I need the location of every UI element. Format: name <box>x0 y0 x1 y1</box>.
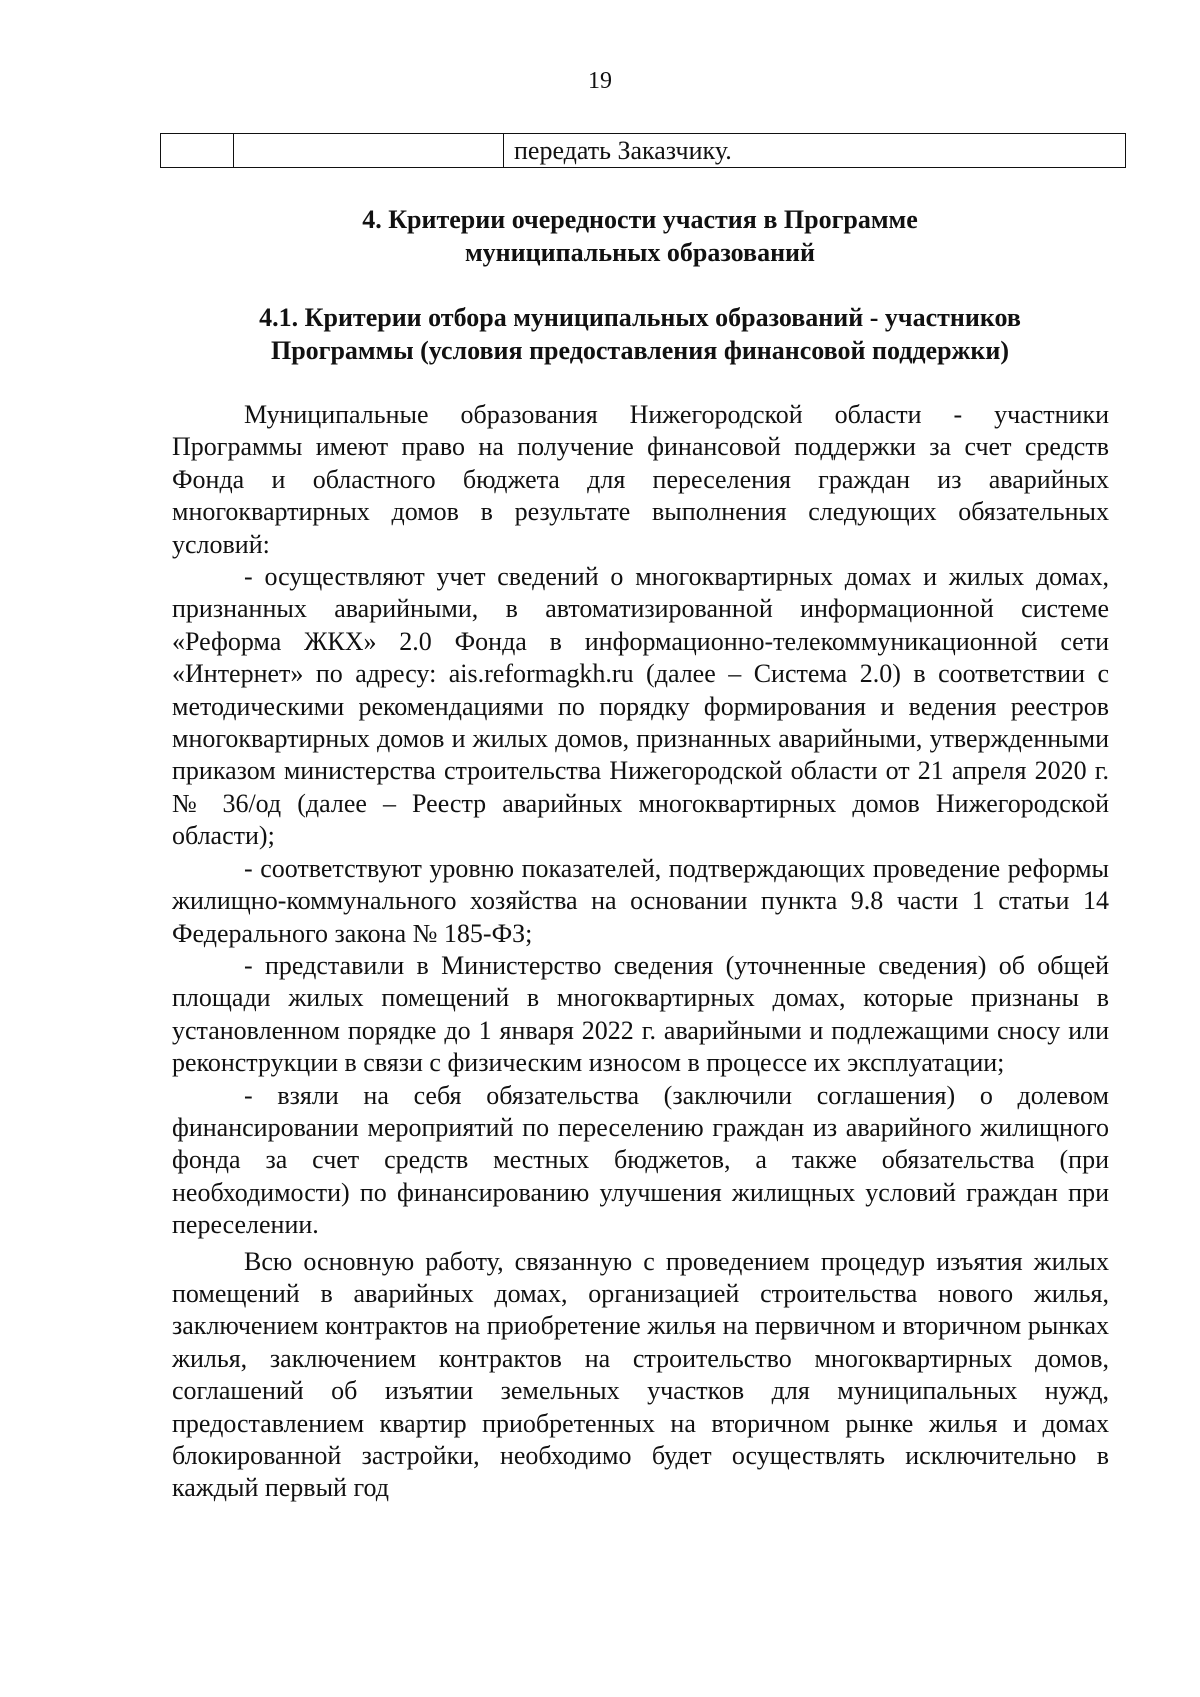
table-cell-number <box>161 134 234 168</box>
subsection-heading-line-1: 4.1. Критерии отбора муниципальных образований - участников <box>259 303 1021 332</box>
condition-item: - представили в Министерство сведения (уточненные сведения) об общей площади жилых помещений в многоквартирных домах, которые признаны в установленном порядке до 1 января 2022 г. аварийными и подлежащими сносу или реконструкции в связи с физическим износом в процессе их эксплуатации; <box>172 950 1109 1078</box>
condition-item: - осуществляют учет сведений о многоквартирных домах и жилых домах, признанных аварийными, в автоматизированной информационной системе «Реформа ЖКХ» 2.0 Фонда в информационно-телекоммуникационной сети «Интернет» по адресу: ais.reformagkh.ru (далее – Система 2.0) в соответствии с методическими рекомендациями по порядку формирования и ведения реестров многоквартирных домов и жилых домов, признанных аварийными, утвержденными приказом министерства строительства Нижегородской области от 21 апреля 2020 г. № 36/од (далее – Реестр аварийных многоквартирных домов Нижегородской области); <box>172 562 1109 851</box>
section-heading-line-1: 4. Критерии очередности участия в Программе <box>362 205 918 234</box>
subsection-heading-line-2: Программы (условия предоставления финансовой поддержки) <box>270 336 1010 365</box>
table-cell-description: передать Заказчику. <box>504 134 1126 168</box>
continuation-table <box>160 133 1126 168</box>
table-cell-stage <box>234 134 504 168</box>
condition-item: - соответствуют уровню показателей, подтверждающих проведение реформы жилищно-коммунального хозяйства на основании пункта 9.8 части 1 статьи 14 Федерального закона № 185-ФЗ; <box>172 853 1109 948</box>
subsection-heading <box>170 301 1110 367</box>
closing-paragraph: Всю основную работу, связанную с проведением процедур изъятия жилых помещений в аварийных домах, организацией строительства нового жилья, заключением контрактов на приобретение жилья на первичном и вторичном рынках жилья, заключением контрактов на строительство многоквартирных домов, соглашений об изъятии земельных участков для муниципальных нужд, предоставлением квартир приобретенных на вторичном рынке жилья и домах блокированной застройки, необходимо будет осуществлять исключительно в каждый первый год <box>172 1246 1109 1503</box>
table-row <box>161 134 1126 168</box>
section-heading <box>170 203 1110 269</box>
intro-paragraph: Муниципальные образования Нижегородской области - участники Программы имеют право на получение финансовой поддержки за счет средств Фонда и областного бюджета для переселения граждан из аварийных многоквартирных домов в результате выполнения следующих обязательных условий: <box>172 400 1109 559</box>
section-heading-line-2: муниципальных образований <box>464 238 816 267</box>
condition-item: - взяли на себя обязательства (заключили соглашения) о долевом финансировании мероприятий по переселению граждан из аварийного жилищного фонда за счет средств местных бюджетов, а также обязательства (при необходимости) по финансированию улучшения жилищных условий граждан при переселении. <box>172 1080 1109 1240</box>
body-text <box>172 399 1109 1505</box>
page-number: 19 <box>588 68 612 94</box>
